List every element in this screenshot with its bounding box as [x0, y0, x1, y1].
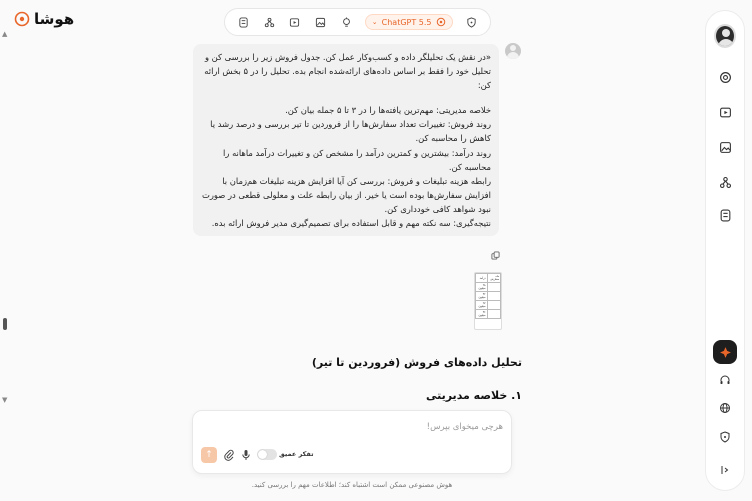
- sidebar-item-media[interactable]: [714, 101, 736, 123]
- table-row: [476, 292, 501, 301]
- nodes-icon[interactable]: [262, 15, 276, 29]
- profile-avatar[interactable]: [714, 25, 736, 47]
- attachment-image[interactable]: [474, 272, 502, 330]
- nodes-icon: [719, 176, 732, 189]
- avatar: [714, 24, 736, 48]
- table-cell: ۳۶ میلیون: [476, 310, 488, 319]
- attachment-table: [475, 273, 501, 319]
- user-message-item-3: روند درآمد: بیشترین و کمترین درآمد را مشخص کن و تغییرات درآمد ماهانه را محاسبه کن.: [223, 147, 491, 172]
- message-composer: [192, 410, 512, 474]
- table-cell: ۲۸ میلیون: [476, 283, 488, 292]
- model-logo-icon: [436, 17, 446, 27]
- deep-think-label: تفکر عمیق: [279, 450, 314, 458]
- app-logo[interactable]: [14, 10, 74, 28]
- table-cell: ۳۲ میلیون: [476, 292, 488, 301]
- answer-heading: ۱. خلاصه مدیریتی: [425, 389, 522, 402]
- user-avatar: [505, 43, 521, 59]
- table-row: [476, 283, 501, 292]
- sidebar-item-language[interactable]: [714, 397, 736, 419]
- notebook-icon: [719, 209, 732, 222]
- attach-icon[interactable]: [223, 449, 235, 461]
- user-message-intro: «در نقش یک تحلیلگر داده و کسب‌وکار عمل کن. جدول فروش زیر را بررسی کن و تحلیل خود را فقط بر اساس داده‌های ارائه‌شده انجام بده. تحلیل را در ۵ بخش ارائه کن:: [204, 52, 491, 91]
- user-message-item-2: روند فروش: تغییرات تعداد سفارش‌ها را از فروردین تا تیر بررسی و درصد رشد یا کاهش را محاسبه کن.: [210, 119, 491, 144]
- globe-icon: [719, 402, 731, 414]
- mic-icon[interactable]: [240, 449, 252, 461]
- top-toolbar: [224, 8, 491, 36]
- send-button[interactable]: ↑: [201, 447, 217, 463]
- chevron-down-icon: ⌄: [371, 18, 378, 26]
- active-logo-icon: [719, 346, 732, 359]
- image-icon: [719, 141, 732, 154]
- scroll-down-arrow[interactable]: ▼: [2, 396, 8, 404]
- sidebar-item-security[interactable]: [714, 426, 736, 448]
- scrollbar-thumb[interactable]: [3, 318, 7, 330]
- sidebar-item-notebook[interactable]: [714, 204, 736, 226]
- sidebar-item-support[interactable]: [714, 369, 736, 391]
- table-row: [476, 310, 501, 319]
- logo-mark-icon: [14, 11, 30, 27]
- user-message-item-5: نتیجه‌گیری: سه نکته مهم و قابل استفاده برای تصمیم‌گیری مدیر فروش ارائه بده.: [211, 218, 491, 229]
- sidebar-item-hoosha[interactable]: [713, 340, 737, 364]
- user-message: [193, 44, 499, 236]
- notebook-icon[interactable]: [237, 15, 251, 29]
- collapse-icon: [719, 464, 731, 476]
- model-selector[interactable]: [365, 14, 453, 30]
- shield-icon[interactable]: [464, 15, 478, 29]
- table-header: درآمد: [476, 274, 488, 283]
- answer-title: تحلیل داده‌های فروش (فروردین تا تیر): [311, 356, 522, 369]
- sidebar-item-nodes[interactable]: [714, 171, 736, 193]
- message-input[interactable]: [213, 419, 503, 435]
- model-label: ChatGPT 5.5: [381, 17, 432, 27]
- scroll-up-arrow[interactable]: ▲: [2, 30, 8, 38]
- table-header: ماه سفارش: [487, 274, 500, 283]
- table-row: [476, 301, 501, 310]
- user-message-item-4: رابطه هزینه تبلیغات و فروش: بررسی کن آیا افزایش هزینه تبلیغات هم‌زمان با افزایش سفارش‌ها بوده است یا خیر. از بیان رابطه علت و معلولی قطعی در صورت نبود شواهد کافی خودداری کن.: [201, 175, 491, 214]
- chatgpt-icon: [719, 71, 732, 84]
- logo-text: هوشا: [34, 10, 75, 28]
- image-icon[interactable]: [314, 15, 328, 29]
- sidebar-item-chatgpt[interactable]: [714, 66, 736, 88]
- media-icon[interactable]: [288, 15, 302, 29]
- user-message-item-1: خلاصه مدیریتی: مهم‌ترین یافته‌ها را در ۳ تا ۵ جمله بیان کن.: [285, 105, 491, 116]
- sidebar-item-image[interactable]: [714, 136, 736, 158]
- media-icon: [719, 106, 732, 119]
- headphones-icon: [719, 374, 731, 386]
- shield-icon: [719, 431, 731, 443]
- sidebar-collapse-button[interactable]: [714, 459, 736, 481]
- lamp-icon[interactable]: [339, 15, 353, 29]
- right-sidebar: [705, 10, 745, 491]
- table-cell: ۲۷ میلیون: [476, 301, 488, 310]
- deep-think-toggle[interactable]: [257, 449, 277, 460]
- copy-icon[interactable]: [491, 251, 500, 260]
- disclaimer-text: هوش مصنوعی ممکن است اشتباه کند؛ اطلاعات مهم را بررسی کنید.: [251, 481, 453, 489]
